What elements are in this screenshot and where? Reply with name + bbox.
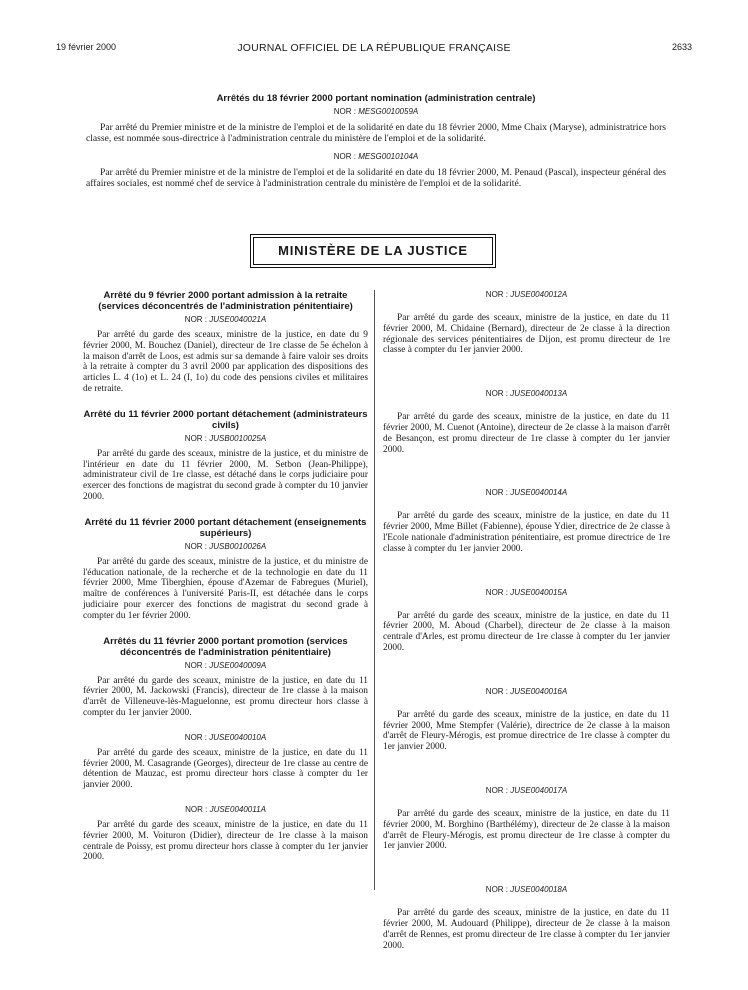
section-title: Arrêtés du 18 février 2000 portant nomination (administration centrale) xyxy=(216,93,536,104)
nor-label: NOR : xyxy=(184,433,208,443)
decree-text: Par arrêté du garde des sceaux, ministre de la justice, en date du 11 février 2000, M. Borghino (Barthélémy), directeur de 2e classe à la maison d'arrêt de Fleury-Mérogis, est promu directeur de 1re classe à compter du 1er janvier 2000. xyxy=(383,808,670,852)
header-date: 19 février 2000 xyxy=(56,42,117,52)
nor-code: JUSE0040018A xyxy=(510,885,568,895)
nor-reference xyxy=(83,661,368,670)
nor-label: NOR : xyxy=(485,488,509,498)
decree-block xyxy=(383,389,670,455)
nor-code: JUSE0040013A xyxy=(510,389,568,399)
decree-text: Par arrêté du garde des sceaux, ministre de la justice, en date du 11 février 2000, M. Casagrande (Georges), directeur de 1re classe au centre de détention de Mauzac, est promu directeur hors classe à compter du 1er janvier 2000. xyxy=(83,747,368,791)
decree-block xyxy=(83,290,368,395)
decree-text: Par arrêté du garde des sceaux, ministre de la justice, en date du 11 février 2000, M. Jackowski (Francis), directeur de 1re classe à la maison d'arrêt de Villeneuve-lès-Maguelonne, est promu directeur hors classe à compter du 1er janvier 2000. xyxy=(83,675,368,718)
nor-reference xyxy=(83,733,368,742)
decree-block xyxy=(383,687,670,753)
nor-code: JUSB0010026A xyxy=(209,541,267,551)
nor-label: NOR : xyxy=(185,804,208,814)
decree-text: Par arrêté du garde des sceaux, ministre de la justice, en date du 11 février 2000, M. Chidaine (Bernard), directeur de 2e classe à la direction régionale des services pénitentiaires de Dijon, est promu directeur de 1re classe à compter du 1er janvier 2000. xyxy=(383,313,670,356)
decree-title: Arrêté du 11 février 2000 portant détachement (enseignements supérieurs) xyxy=(84,516,367,539)
nor-reference xyxy=(383,786,670,795)
nor-label: NOR : xyxy=(485,587,509,597)
decree-text: Par arrêté du garde des sceaux, ministre de la justice, et du ministre de l'éducation nationale, de la recherche et de la technologie en date du 11 février 2000, Mme Tiberghien, épouse d'Azemar de Fabregues (Muriel), maître de conférences à l'université Paris-II, est détachée dans le corps judiciaire pour exercer des fonctions de magistrat du second grade à compter du 1er février 2000. xyxy=(83,556,368,621)
nor-reference xyxy=(83,805,368,814)
decree-block xyxy=(383,290,670,356)
nor-label: NOR : xyxy=(184,732,208,742)
decree-text: Par arrêté du garde des sceaux, ministre de la justice, en date du 11 février 2000, M. Voituron (Didier), directeur de 1re classe à la maison centrale de Poissy, est promu directeur hors classe à compter du 1er janvier 2000. xyxy=(83,819,368,863)
nor-label: NOR : xyxy=(485,885,509,895)
ministry-heading: MINISTÈRE DE LA JUSTICE xyxy=(253,237,493,265)
nor-label: NOR : xyxy=(485,785,509,795)
nor-reference xyxy=(83,434,368,443)
nor-code: JUSE0040021A xyxy=(209,315,267,324)
nor-reference xyxy=(383,885,670,894)
nor-reference xyxy=(86,152,666,161)
decree-text: Par arrêté du garde des sceaux, ministre de la justice, et du ministre de l'intérieur en date du 11 février 2000, M. Setbon (Jean-Philippe), administrateur civil de 1re classe, est détaché dans le corps judiciaire pour exercer des fonctions de magistrat du second grade à compter du 10 janvier 2000. xyxy=(83,448,368,502)
decree-title: Arrêtés du 11 février 2000 portant promotion (services déconcentrés de l'administration pénitentiaire) xyxy=(103,635,348,658)
left-column xyxy=(83,290,368,877)
decree-text: Par arrêté du Premier ministre et de la ministre de l'emploi et de la solidarité en date du 18 février 2000, Mme Chaix (Maryse), administratrice hors classe, est nommée sous-directrice à l'administration centrale du ministère de l'emploi et de la solidarité. xyxy=(86,122,666,144)
nor-reference xyxy=(86,107,666,116)
nor-code: JUSE0040014A xyxy=(510,488,568,498)
decree-title: Arrêté du 9 février 2000 portant admission à la retraite (services déconcentrés de l'administration pénitentiaire) xyxy=(98,290,353,312)
nor-reference xyxy=(383,588,670,597)
nor-code: JUSE0040012A xyxy=(510,290,568,299)
decree-block xyxy=(383,885,670,951)
decree-text: Par arrêté du garde des sceaux, ministre de la justice, en date du 11 février 2000, M. Cuenot (Antoine), directeur de 2e classe à la maison d'arrêt de Besançon, est promu directeur de 1re classe à compter du 1er janvier 2000. xyxy=(383,412,670,455)
nor-label: NOR : xyxy=(485,389,509,399)
decree-block xyxy=(383,488,670,554)
nor-reference xyxy=(83,542,368,551)
journal-title: JOURNAL OFFICIEL DE LA RÉPUBLIQUE FRANÇAISE xyxy=(237,42,511,54)
decree-block xyxy=(83,733,368,791)
decree-block xyxy=(83,805,368,863)
nor-reference xyxy=(383,290,670,299)
right-column xyxy=(383,290,670,984)
decree-text: Par arrêté du garde des sceaux, ministre de la justice, en date du 11 février 2000, Mme Billet (Fabienne), épouse Ydier, directrice de 2e classe à l'Ecole nationale d'administration pénitentiaire, est promue directrice de 1re classe à compter du 1er janvier 2000. xyxy=(383,511,670,554)
decree-text: Par arrêté du garde des sceaux, ministre de la justice, en date du 11 février 2000, M. Aboud (Charbel), directeur de 2e classe à la maison centrale d'Arles, est promu directeur de 1re classe à compter du 1er janvier 2000. xyxy=(383,610,670,653)
decree-title: Arrêté du 11 février 2000 portant détachement (administrateurs civils) xyxy=(83,408,368,431)
entry xyxy=(86,152,666,189)
nor-label: NOR : xyxy=(485,686,509,696)
decree-text: Par arrêté du garde des sceaux, ministre de la justice, en date du 11 février 2000, M. Audouard (Philippe), directeur de 2e classe à la maison d'arrêt de Rennes, est promu directeur de 1re classe à compter du 1er janvier 2000. xyxy=(383,908,670,951)
page-number: 2633 xyxy=(671,42,692,52)
nor-code: JUSE0040010A xyxy=(209,732,267,742)
entry xyxy=(86,107,666,144)
nor-label: NOR : xyxy=(184,660,208,670)
nor-code: MESG0010059A xyxy=(358,107,419,116)
nor-reference xyxy=(383,488,670,497)
nor-code: JUSE0040011A xyxy=(209,804,266,814)
nor-label: NOR : xyxy=(333,107,356,116)
nor-code: JUSE0040016A xyxy=(510,686,568,696)
nor-code: JUSE0040015A xyxy=(510,587,568,597)
nor-code: JUSE0040009A xyxy=(209,660,267,670)
decree-text: Par arrêté du garde des sceaux, ministre de la justice, en date du 11 février 2000, Mme Stempfer (Valérie), directrice de 2e classe à la maison d'arrêt de Fleury-Mérogis, est promue directrice de 1re classe à compter du 1er janvier 2000. xyxy=(383,709,670,753)
decree-block xyxy=(383,786,670,852)
decree-block xyxy=(83,636,368,719)
decree-text: Par arrêté du Premier ministre et de la ministre de l'emploi et de la solidarité en date du 18 février 2000, M. Penaud (Pascal), inspecteur général des affaires sociales, est nommé chef de service à l'administration centrale du ministère de l'emploi et de la solidarité. xyxy=(86,167,666,189)
decree-block xyxy=(83,517,368,622)
decree-block xyxy=(383,588,670,654)
nor-reference xyxy=(383,389,670,398)
nor-label: NOR : xyxy=(184,315,208,324)
nor-code: MESG0010104A xyxy=(358,152,419,161)
nor-reference xyxy=(383,687,670,696)
nomination-section xyxy=(86,93,666,189)
decree-block xyxy=(83,409,368,503)
nor-label: NOR : xyxy=(485,290,509,299)
nor-label: NOR : xyxy=(184,541,208,551)
column-divider xyxy=(374,290,375,890)
nor-code: JUSE0040017A xyxy=(510,785,568,795)
nor-code: JUSB0010025A xyxy=(209,433,267,443)
nor-reference xyxy=(83,315,368,324)
nor-label: NOR : xyxy=(333,152,356,161)
decree-text: Par arrêté du garde des sceaux, ministre de la justice, en date du 9 février 2000, M. Bouchez (Daniel), directeur de 1re classe de 5e échelon à la maison d'arrêt de Loos, est admis sur sa demande à faire valoir ses droits à la retraite à compter du 3 avril 2000 par application des dispositions des articles L. 4 (1o) et L. 24 (I, 1o) du code des pensions civiles et militaires de retraite. xyxy=(83,330,368,394)
